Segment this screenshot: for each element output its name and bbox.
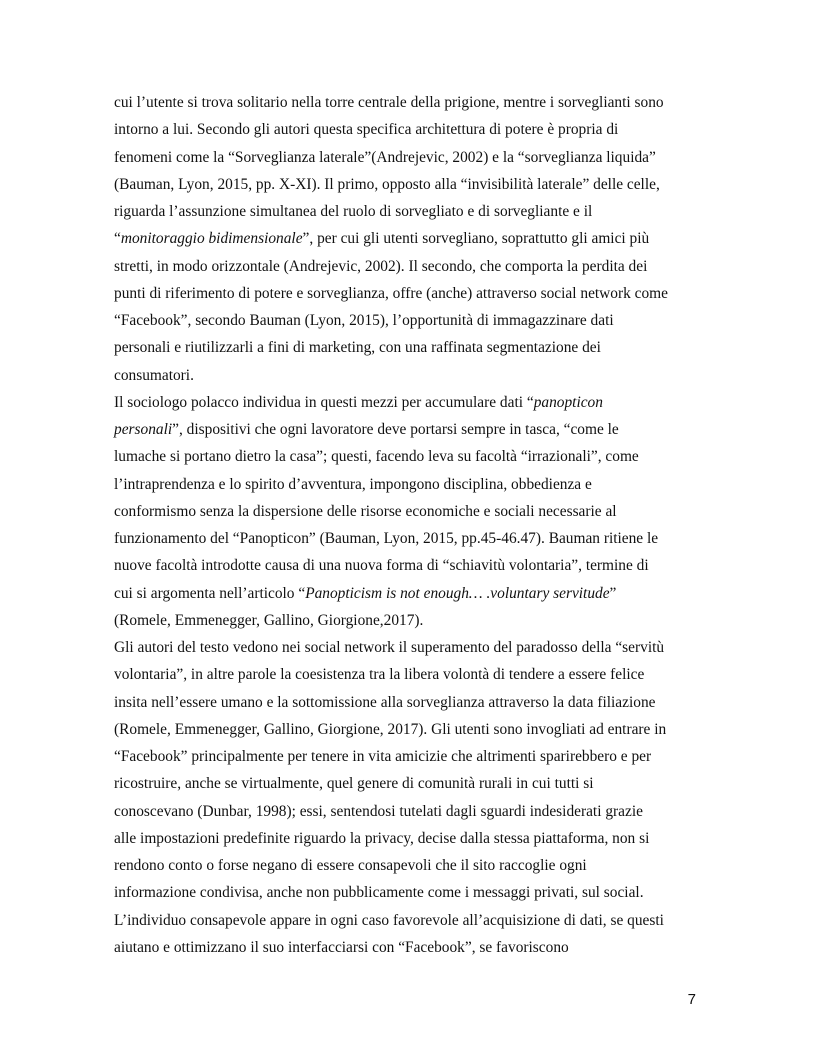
text-line xyxy=(114,556,704,576)
text-segment: Gli autori del testo vedono nei social network il superamento del paradosso della “servitù xyxy=(114,639,665,656)
text-segment: ricostruire, anche se virtualmente, quel genere di comunità rurali in cui tutti si xyxy=(114,775,594,793)
italic-text: monitoraggio bidimensionale xyxy=(120,230,303,248)
text-segment: alle impostazioni predefinite riguardo la privacy, decise dalla stessa piattaforma, non si xyxy=(114,829,650,847)
text-line xyxy=(114,665,704,685)
italic-text: personali xyxy=(114,421,173,438)
text-segment: conoscevano (Dunbar, 1998); essi, sentendosi tutelati dagli sguardi indesiderati grazie xyxy=(114,802,643,820)
text-segment: riguarda l’assunzione simultanea del ruolo di sorvegliato e di sorvegliante e il xyxy=(114,203,593,220)
text-segment: volontaria”, in altre parole la coesistenza tra la libera volontà di tendere a essere felice xyxy=(114,666,645,684)
text-line xyxy=(114,93,704,113)
text-line xyxy=(114,447,704,467)
text-segment: fenomeni come la “Sorveglianza laterale”(Andrejevic, 2002) e la “sorveglianza liquida” xyxy=(114,148,656,166)
text-line xyxy=(114,611,704,631)
text-line xyxy=(114,584,704,604)
text-line xyxy=(114,802,704,822)
text-line xyxy=(114,366,704,386)
text-segment: punti di riferimento di potere e sorveglianza, offre (anche) attraverso social network come xyxy=(114,284,668,302)
text-segment: rendono conto o forse negano di essere consapevoli che il sito raccoglie ogni xyxy=(114,857,587,874)
text-line xyxy=(114,257,704,277)
text-line xyxy=(114,502,704,522)
text-segment: personali e riutilizzarli a fini di marketing, con una raffinata segmentazione dei xyxy=(114,339,601,357)
text-line xyxy=(114,338,704,358)
text-segment: “Facebook”, secondo Bauman (Lyon, 2015), l’opportunità di immagazzinare dati xyxy=(114,312,614,329)
text-line xyxy=(114,393,704,413)
text-segment: intorno a lui. Secondo gli autori questa specifica architettura di potere è propria di xyxy=(114,121,619,139)
text-segment: lumache si portano dietro la casa”; questi, facendo leva su facoltà “irrazionali”, come xyxy=(114,448,639,466)
italic-text: Panopticism is not enough… .voluntary servitude xyxy=(305,584,610,602)
text-segment: (Bauman, Lyon, 2015, pp. X-XI). Il primo, opposto alla “invisibilità laterale” delle celle, xyxy=(114,175,660,193)
text-segment: conformismo senza la dispersione delle risorse economiche e sociali necessarie al xyxy=(114,502,617,520)
text-segment: cui l’utente si trova solitario nella torre centrale della prigione, mentre i sorveglianti sono xyxy=(114,94,664,111)
text-line xyxy=(114,693,704,713)
text-segment: cui si argomenta nell’articolo “ xyxy=(114,584,306,602)
text-line xyxy=(114,529,704,549)
text-segment: funzionamento del “Panopticon” (Bauman, Lyon, 2015, pp.45-46.47). Bauman ritiene le xyxy=(114,530,659,547)
text-segment: stretti, in modo orizzontale (Andrejevic, 2002). Il secondo, che comporta la perdita dei xyxy=(114,257,648,275)
text-line xyxy=(114,202,704,222)
text-segment: l’intraprendenza e lo spirito d’avventura, impongono disciplina, obbedienza e xyxy=(114,475,592,493)
text-line xyxy=(114,883,704,903)
text-segment: (Romele, Emmenegger, Gallino, Giorgione,2017). xyxy=(114,611,424,629)
text-line xyxy=(114,747,704,767)
text-line xyxy=(114,911,704,931)
text-segment: ”, per cui gli utenti sorvegliano, soprattutto gli amici più xyxy=(302,230,650,248)
italic-text: panopticon xyxy=(533,393,603,411)
text-segment: aiutano e ottimizzano il suo interfacciarsi con “Facebook”, se favoriscono xyxy=(114,938,569,956)
text-segment: Il sociologo polacco individua in questi mezzi per accumulare dati “ xyxy=(114,393,534,411)
text-line xyxy=(114,420,704,440)
text-line xyxy=(114,856,704,876)
text-segment: L’individuo consapevole appare in ogni caso favorevole all’acquisizione di dati, se questi xyxy=(114,911,664,929)
text-segment: consumatori. xyxy=(114,366,194,384)
text-segment: ”, dispositivi che ogni lavoratore deve portarsi sempre in tasca, “come le xyxy=(172,421,619,438)
text-line xyxy=(114,720,704,740)
text-line xyxy=(114,475,704,495)
text-line xyxy=(114,638,704,658)
page-number: 7 xyxy=(687,991,696,1008)
text-line xyxy=(114,938,704,958)
text-segment: “ xyxy=(114,230,121,248)
text-segment: nuove facoltà introdotte causa di una nuova forma di “schiavitù volontaria”, termine di xyxy=(114,557,649,575)
text-line xyxy=(114,829,704,849)
text-segment: insita nell’essere umano e la sottomissione alla sorveglianza attraverso la data filiazione xyxy=(114,693,656,711)
text-line xyxy=(114,148,704,168)
text-line xyxy=(114,311,704,331)
text-segment: (Romele, Emmenegger, Gallino, Giorgione, 2017). Gli utenti sono invogliati ad entrare in xyxy=(114,720,667,738)
text-line xyxy=(114,284,704,304)
text-line xyxy=(114,774,704,794)
text-segment: informazione condivisa, anche non pubblicamente come i messaggi privati, sul social. xyxy=(114,884,644,902)
text-line xyxy=(114,120,704,140)
text-line xyxy=(114,175,704,195)
text-line xyxy=(114,229,704,249)
text-segment: “Facebook” principalmente per tenere in vita amicizie che altrimenti sparirebbero e per xyxy=(114,748,652,765)
text-segment: ” xyxy=(609,584,617,602)
